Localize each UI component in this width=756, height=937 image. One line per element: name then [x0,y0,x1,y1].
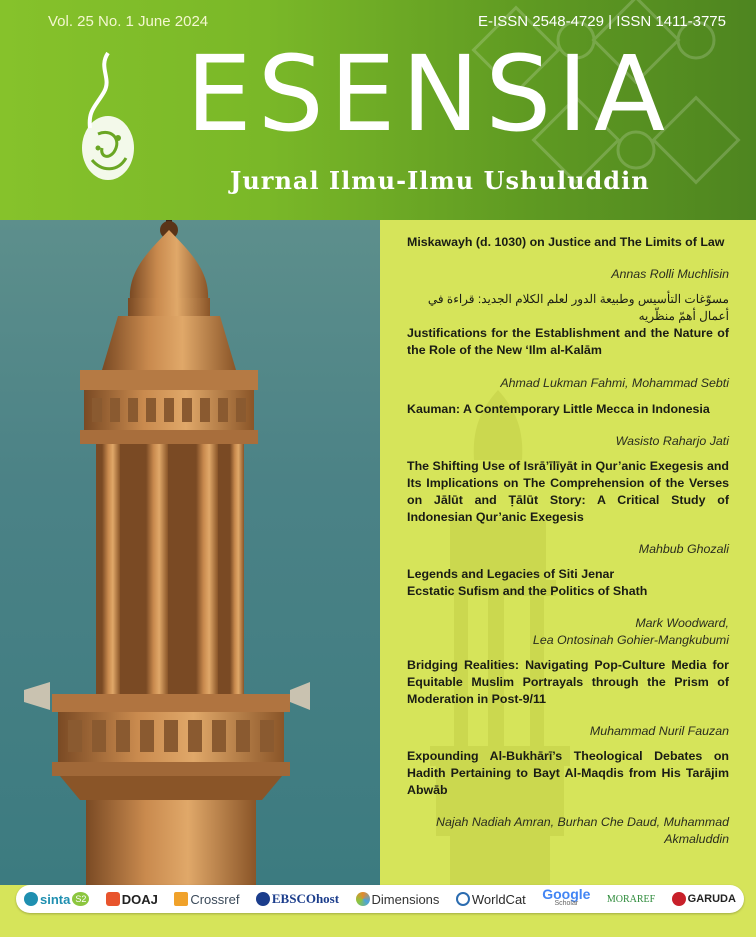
minaret-photo [0,220,380,885]
crossref-icon [174,892,188,906]
dimensions-logo[interactable]: Dimensions [356,892,440,907]
ebscohost-logo[interactable]: EBSCOhost [256,891,339,907]
indexing-footer [0,885,756,937]
worldcat-icon [456,892,470,906]
volume-info: Vol. 25 No. 1 June 2024 [48,13,209,30]
ebsco-icon [256,892,270,906]
moraref-logo[interactable]: MORAREF [606,893,656,905]
article-authors-line: Lea Ontosinah Gohier-Mangkubumi [532,633,729,647]
garuda-logo[interactable]: GARUDA [672,892,736,906]
google-scholar-logo[interactable]: Google Scholar [542,886,591,907]
article-authors-line: Mark Woodward, [635,616,729,630]
article-arabic-title[interactable]: مسوّغات التأسيس وطبيعة الدور لعلم الكلام الجديد: قراءة في أعمال أهمّ منظّريه [427,292,729,323]
article-authors: Muhammad Nuril Fauzan [589,724,729,738]
article-authors: Mahbub Ghozali [638,542,729,556]
cover-header [0,0,756,220]
article-list [407,234,729,848]
minaret-illustration [0,220,380,885]
sinta-logo[interactable]: sinta S2 [24,892,89,907]
journal-subtitle: Jurnal Ilmu-Ilmu Ushuluddin [230,166,650,195]
article-title[interactable]: Miskawayh (d. 1030) on Justice and The Limits of Law [407,235,725,249]
article-authors: Ahmad Lukman Fahmi, Mohammad Sebti [500,376,729,390]
issn-info: E-ISSN 2548-4729 | ISSN 1411-3775 [478,13,726,30]
journal-logo-title: ESENSIA [186,33,672,155]
indexing-logos-bar [16,885,744,913]
article-authors: Wasisto Raharjo Jati [615,434,729,448]
worldcat-logo[interactable]: WorldCat [456,892,526,907]
article-title[interactable]: Expounding Al-Bukhārī’s Theological Debates on Hadith Pertaining to Bayt Al-Maqdis from His Tarājim Abwāb [407,749,729,797]
table-of-contents-panel [380,220,756,885]
article-title[interactable]: Justifications for the Establishment and the Nature of the Role of the New ‘Ilm al-Kalām [407,326,729,357]
article-title[interactable]: Kauman: A Contemporary Little Mecca in Indonesia [407,402,710,416]
garuda-icon [672,892,686,906]
article-title[interactable]: The Shifting Use of Isrā’īlīyāt in Qur’anic Exegesis and Its Implications on The Comprehension of the Verses on Jālūt and Ṭālūt Story: A Critical Study of Indonesian Qur’anic Exegesis [407,459,729,524]
article-authors: Najah Nadiah Amran, Burhan Che Daud, Muhammad Akmaluddin [436,815,729,846]
dimensions-icon [356,892,370,906]
article-title-line[interactable]: Legends and Legacies of Siti Jenar [407,567,615,581]
doaj-icon [106,892,120,906]
calligraphy-logo-icon [78,48,148,188]
doaj-logo[interactable]: DOAJ [106,892,158,907]
sinta-icon [24,892,38,906]
crossref-logo[interactable]: Crossref [174,892,239,907]
article-title-line[interactable]: Ecstatic Sufism and the Politics of Shath [407,584,648,598]
article-authors: Annas Rolli Muchlisin [611,267,729,281]
article-title[interactable]: Bridging Realities: Navigating Pop-Culture Media for Equitable Muslim Portrayals through the Prism of Moderation in Post-9/11 [407,658,729,706]
